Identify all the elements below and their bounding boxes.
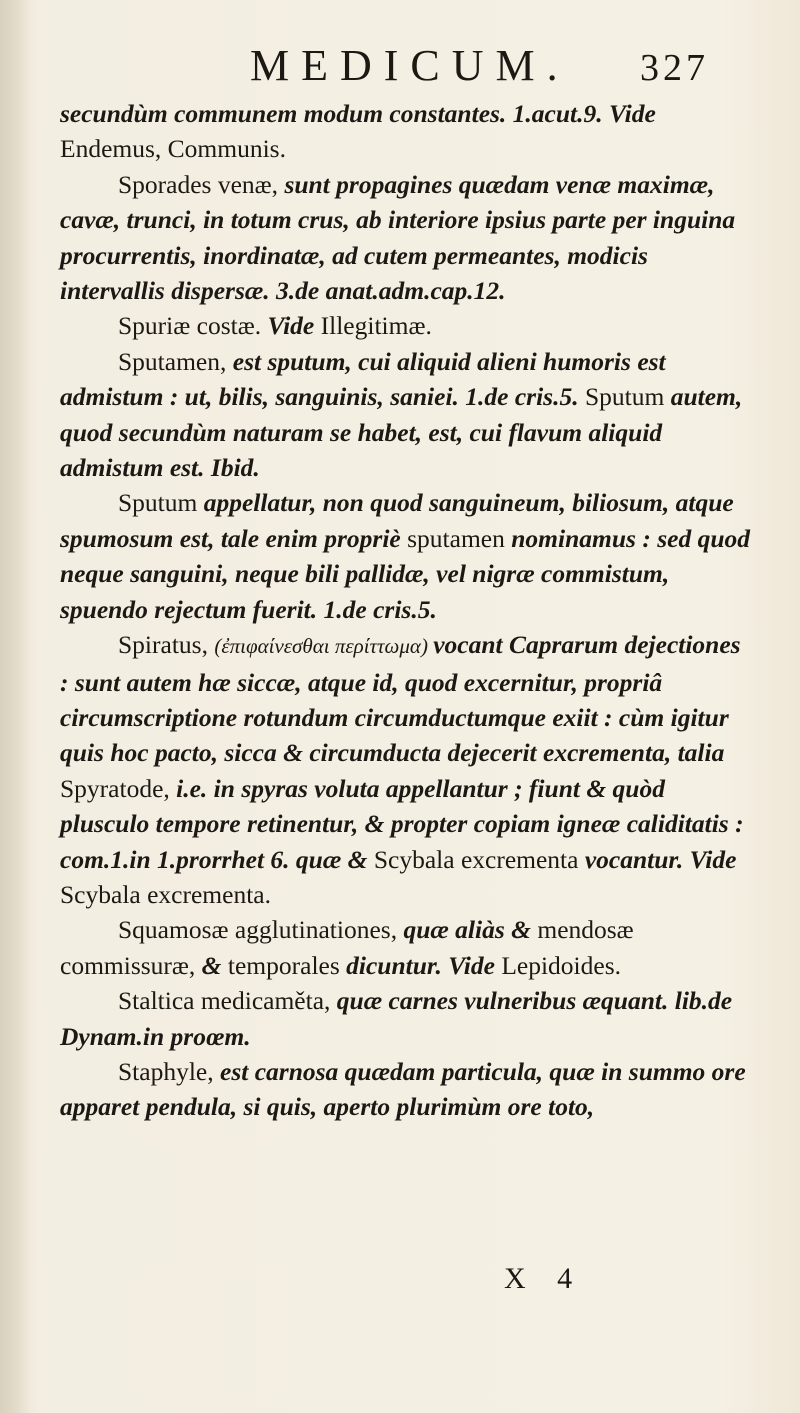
dictionary-body — [60, 96, 750, 1125]
page-number: 327 — [640, 47, 709, 89]
definition-text: Vide — [267, 311, 321, 341]
headword-text: Illegitimæ. — [320, 311, 432, 341]
entry-sputum — [60, 485, 750, 627]
definition-text: sunt propagines quædam venæ maximæ, cavæ, trunci, in totum crus, ab interiore ipsius parte per inguina procurrentis, inordinatæ, ad cutem permeantes, modicis intervallis dispersæ. 3.de anat.adm.cap.12. — [60, 169, 736, 306]
definition-text: quæ aliàs & — [403, 915, 538, 945]
entry-squamosae — [60, 912, 750, 983]
definition-text: appellatur, non quod sanguineum, biliosum, atque spumosum est, tale enim propriè — [60, 488, 734, 553]
headword-text: Staphyle, — [118, 1056, 220, 1086]
entry-sporades — [60, 167, 750, 309]
headword-text: Lepidoides. — [501, 950, 622, 980]
definition-text: autem, quod secundùm naturam se habet, est, cui flavum aliquid admistum est. Ibid. — [60, 382, 743, 483]
definition-text: vocantur. Vide — [584, 844, 737, 874]
page-gutter-shadow — [0, 0, 30, 1413]
definition-text: & — [201, 950, 228, 980]
definition-text: est carnosa quædam particula, quæ in summo ore apparet pendula, si quis, aperto plurimùm ore toto, — [60, 1056, 746, 1122]
headword-text: Sputamen, — [118, 346, 233, 376]
headword-text: Sporades venæ, — [118, 169, 285, 199]
definition-text: nominamus : sed quod neque sanguini, neque bili pallidæ, vel nigræ commistum, spuendo rejectum fuerit. 1.de cris.5. — [60, 523, 750, 624]
definition-text: quæ carnes vulneribus æquant. lib.de Dynam.in proœm. — [60, 986, 733, 1051]
entry-staltica — [60, 983, 750, 1054]
definition-text: dicuntur. Vide — [346, 950, 502, 980]
headword-text: Endemus, Communis. — [60, 134, 286, 164]
headword-text: Spuriæ costæ. — [118, 311, 268, 341]
greek-text: (ἐπιφαίνεσθαι περίττωμα) — [214, 634, 434, 659]
definition-text: est sputum, cui aliquid alieni humoris est admistum : ut, bilis, sanguinis, saniei. 1.de cris.5. — [60, 346, 666, 412]
headword-text: sputamen — [407, 523, 512, 553]
headword-text: Sputum — [584, 382, 671, 412]
definition-text: secundùm communem modum constantes. 1.acut.9. Vide — [60, 99, 656, 128]
headword-text: Sputum — [118, 488, 204, 518]
entry-spiratus — [60, 627, 750, 912]
headword-text: Scybala excrementa. — [60, 879, 271, 909]
headword-text: Spyratode, — [60, 773, 177, 803]
running-head: MEDICUM. — [250, 41, 570, 90]
headword-text: temporales — [227, 950, 347, 980]
signature-mark: X 4 — [504, 1262, 585, 1295]
footer — [0, 1262, 800, 1302]
entry-endemus — [60, 96, 750, 167]
headword-text: Scybala excrementa — [373, 844, 585, 874]
entry-staphyle — [60, 1054, 750, 1125]
entry-sputamen — [60, 344, 750, 486]
headword-text: Squamosæ agglutinationes, — [118, 915, 404, 945]
page-header — [0, 40, 800, 100]
headword-text: Staltica medicaměta, — [118, 986, 337, 1016]
entry-spuriae — [60, 308, 750, 343]
definition-text: vocant Caprarum dejectiones : sunt autem hæ siccæ, atque id, quod excernitur, propriâ circumscriptione rotundum circumductumque exiit : cùm igitur quis hoc pacto, sicca & circumducta dejecerit excrementa, talia — [60, 630, 741, 768]
definition-text: i.e. in spyras voluta appellantur ; fiunt & quòd plusculo tempore retinentur, & propter copiam igneæ caliditatis : com.1.in 1.prorrhet 6. quæ & — [60, 773, 744, 874]
headword-text: Spiratus, — [118, 630, 215, 660]
headword-text: mendosæ commissuræ, — [60, 915, 634, 980]
